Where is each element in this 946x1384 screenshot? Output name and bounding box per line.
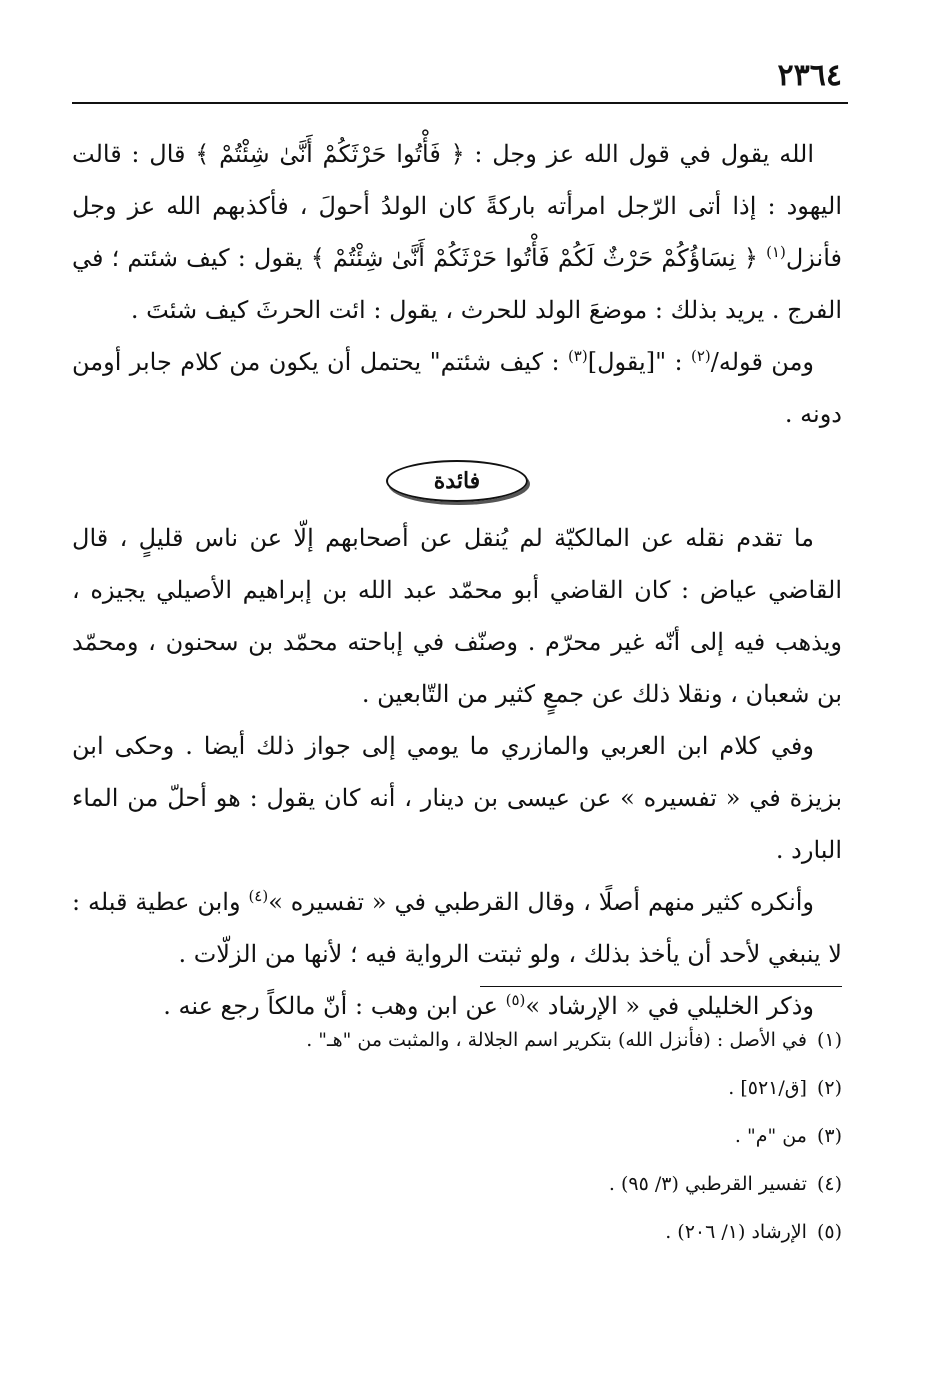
paragraph — [72, 512, 842, 720]
paragraph — [72, 128, 842, 336]
footnote-reference: (٥) — [505, 991, 526, 1009]
footnote-reference: (٢) — [691, 347, 711, 365]
footnote — [120, 1016, 842, 1064]
footnote-number: (٢) — [816, 1077, 842, 1099]
paragraph-text: ومن قوله/ — [710, 348, 815, 376]
footnote-reference: (١) — [766, 243, 786, 261]
paragraph-text: وأنكره كثير منهم أصلًا ، وقال القرطبي في « تفسيره » — [268, 888, 815, 916]
paragraph — [72, 876, 842, 980]
section-heading-wrap — [72, 440, 842, 512]
header-rule — [72, 102, 848, 104]
paragraph-text: ما تقدم نقله عن المالكيّة لم يُنقل عن أصحابهم إلّا عن ناس قليلٍ ، قال القاضي عياض : كان القاضي أبو محمّد عبد الله بن إبراهيم الأصيلي يجيزه ، ويذهب فيه إلى أنّه غير محرّم . وصنّف في إباحته محمّد بن سحنون ، ومحمّد بن شعبان ، ونقلا ذلك عن جمعٍ كثير من التّابعين . — [72, 524, 842, 708]
page-number: ٢٣٦٤ — [777, 58, 842, 93]
footnote-text: من "م" . — [734, 1125, 807, 1147]
paragraph-text: الله يقول في قول الله عز وجل : ﴿ فَأْتُوا حَرْثَكُمْ أَنَّىٰ شِئْتُمْ ﴾ قال : قالت اليهود : إذا أتى الرّجل امرأته باركةً كان الولدُ أحولَ ، فأكذبهم الله عز وجل فأنزل — [72, 140, 842, 272]
paragraph-text: : كيف شئتم" يحتمل أن يكون من كلام جابر أومن دونه . — [72, 348, 842, 428]
footnote-number: (٤) — [816, 1173, 842, 1195]
paragraph-text: وذكر الخليلي في « الإرشاد » — [525, 992, 814, 1020]
footnote-reference: (٣) — [567, 347, 588, 365]
paragraph — [72, 336, 842, 440]
footnote — [120, 1064, 842, 1112]
intro-paragraphs — [72, 128, 842, 440]
paragraph-text: ﴿ نِسَاؤُكُمْ حَرْثٌ لَكُمْ فَأْتُوا حَرْثَكُمْ أَنَّىٰ شِئْتُمْ ﴾ يقول : كيف شئتم ؛ في الفرج . يريد بذلك : موضعَ الولد للحرث ، يقول : ائت الحرثَ كيف شئتَ . — [72, 244, 842, 324]
footnote-number: (٥) — [816, 1221, 842, 1243]
paragraph-text: وفي كلام ابن العربي والمازري ما يومي إلى جواز ذلك أيضا . وحكى ابن بزيزة في « تفسيره » عن عيسى بن دينار ، أنه كان يقول : هو أحلّ من الماء البارد . — [72, 732, 842, 864]
footnote-text: تفسير القرطبي (٣/ ٩٥) . — [608, 1173, 807, 1195]
footnotes — [120, 1016, 842, 1256]
section-heading: فائدة — [386, 460, 528, 502]
footnote-number: (٣) — [816, 1125, 842, 1147]
paragraph — [72, 720, 842, 876]
section-paragraphs — [72, 512, 842, 1032]
footnote-text: [ق/٥٢١] . — [728, 1077, 807, 1099]
footnote — [120, 1208, 842, 1256]
footnote — [120, 1112, 842, 1160]
body-text — [72, 128, 842, 1032]
footnote-number: (١) — [816, 1029, 842, 1051]
footnote-text: الإرشاد (١/ ٢٠٦) . — [665, 1221, 807, 1243]
paragraph-text: عن ابن وهب : أنّ مالكاً رجع عنه . — [163, 992, 506, 1020]
footnote-text: في الأصل : (فأنزل الله) بتكرير اسم الجلالة ، والمثبت من "هـ" . — [306, 1029, 807, 1051]
footnote-reference: (٤) — [248, 887, 269, 905]
paragraph-text: : "[يقول] — [587, 348, 691, 376]
paragraph-text: وابن عطية قبله : لا ينبغي لأحد أن يأخذ بذلك ، ولو ثبتت الرواية فيه ؛ لأنها من الزلّات . — [72, 888, 842, 968]
footnote — [120, 1160, 842, 1208]
footnote-rule — [480, 986, 842, 987]
